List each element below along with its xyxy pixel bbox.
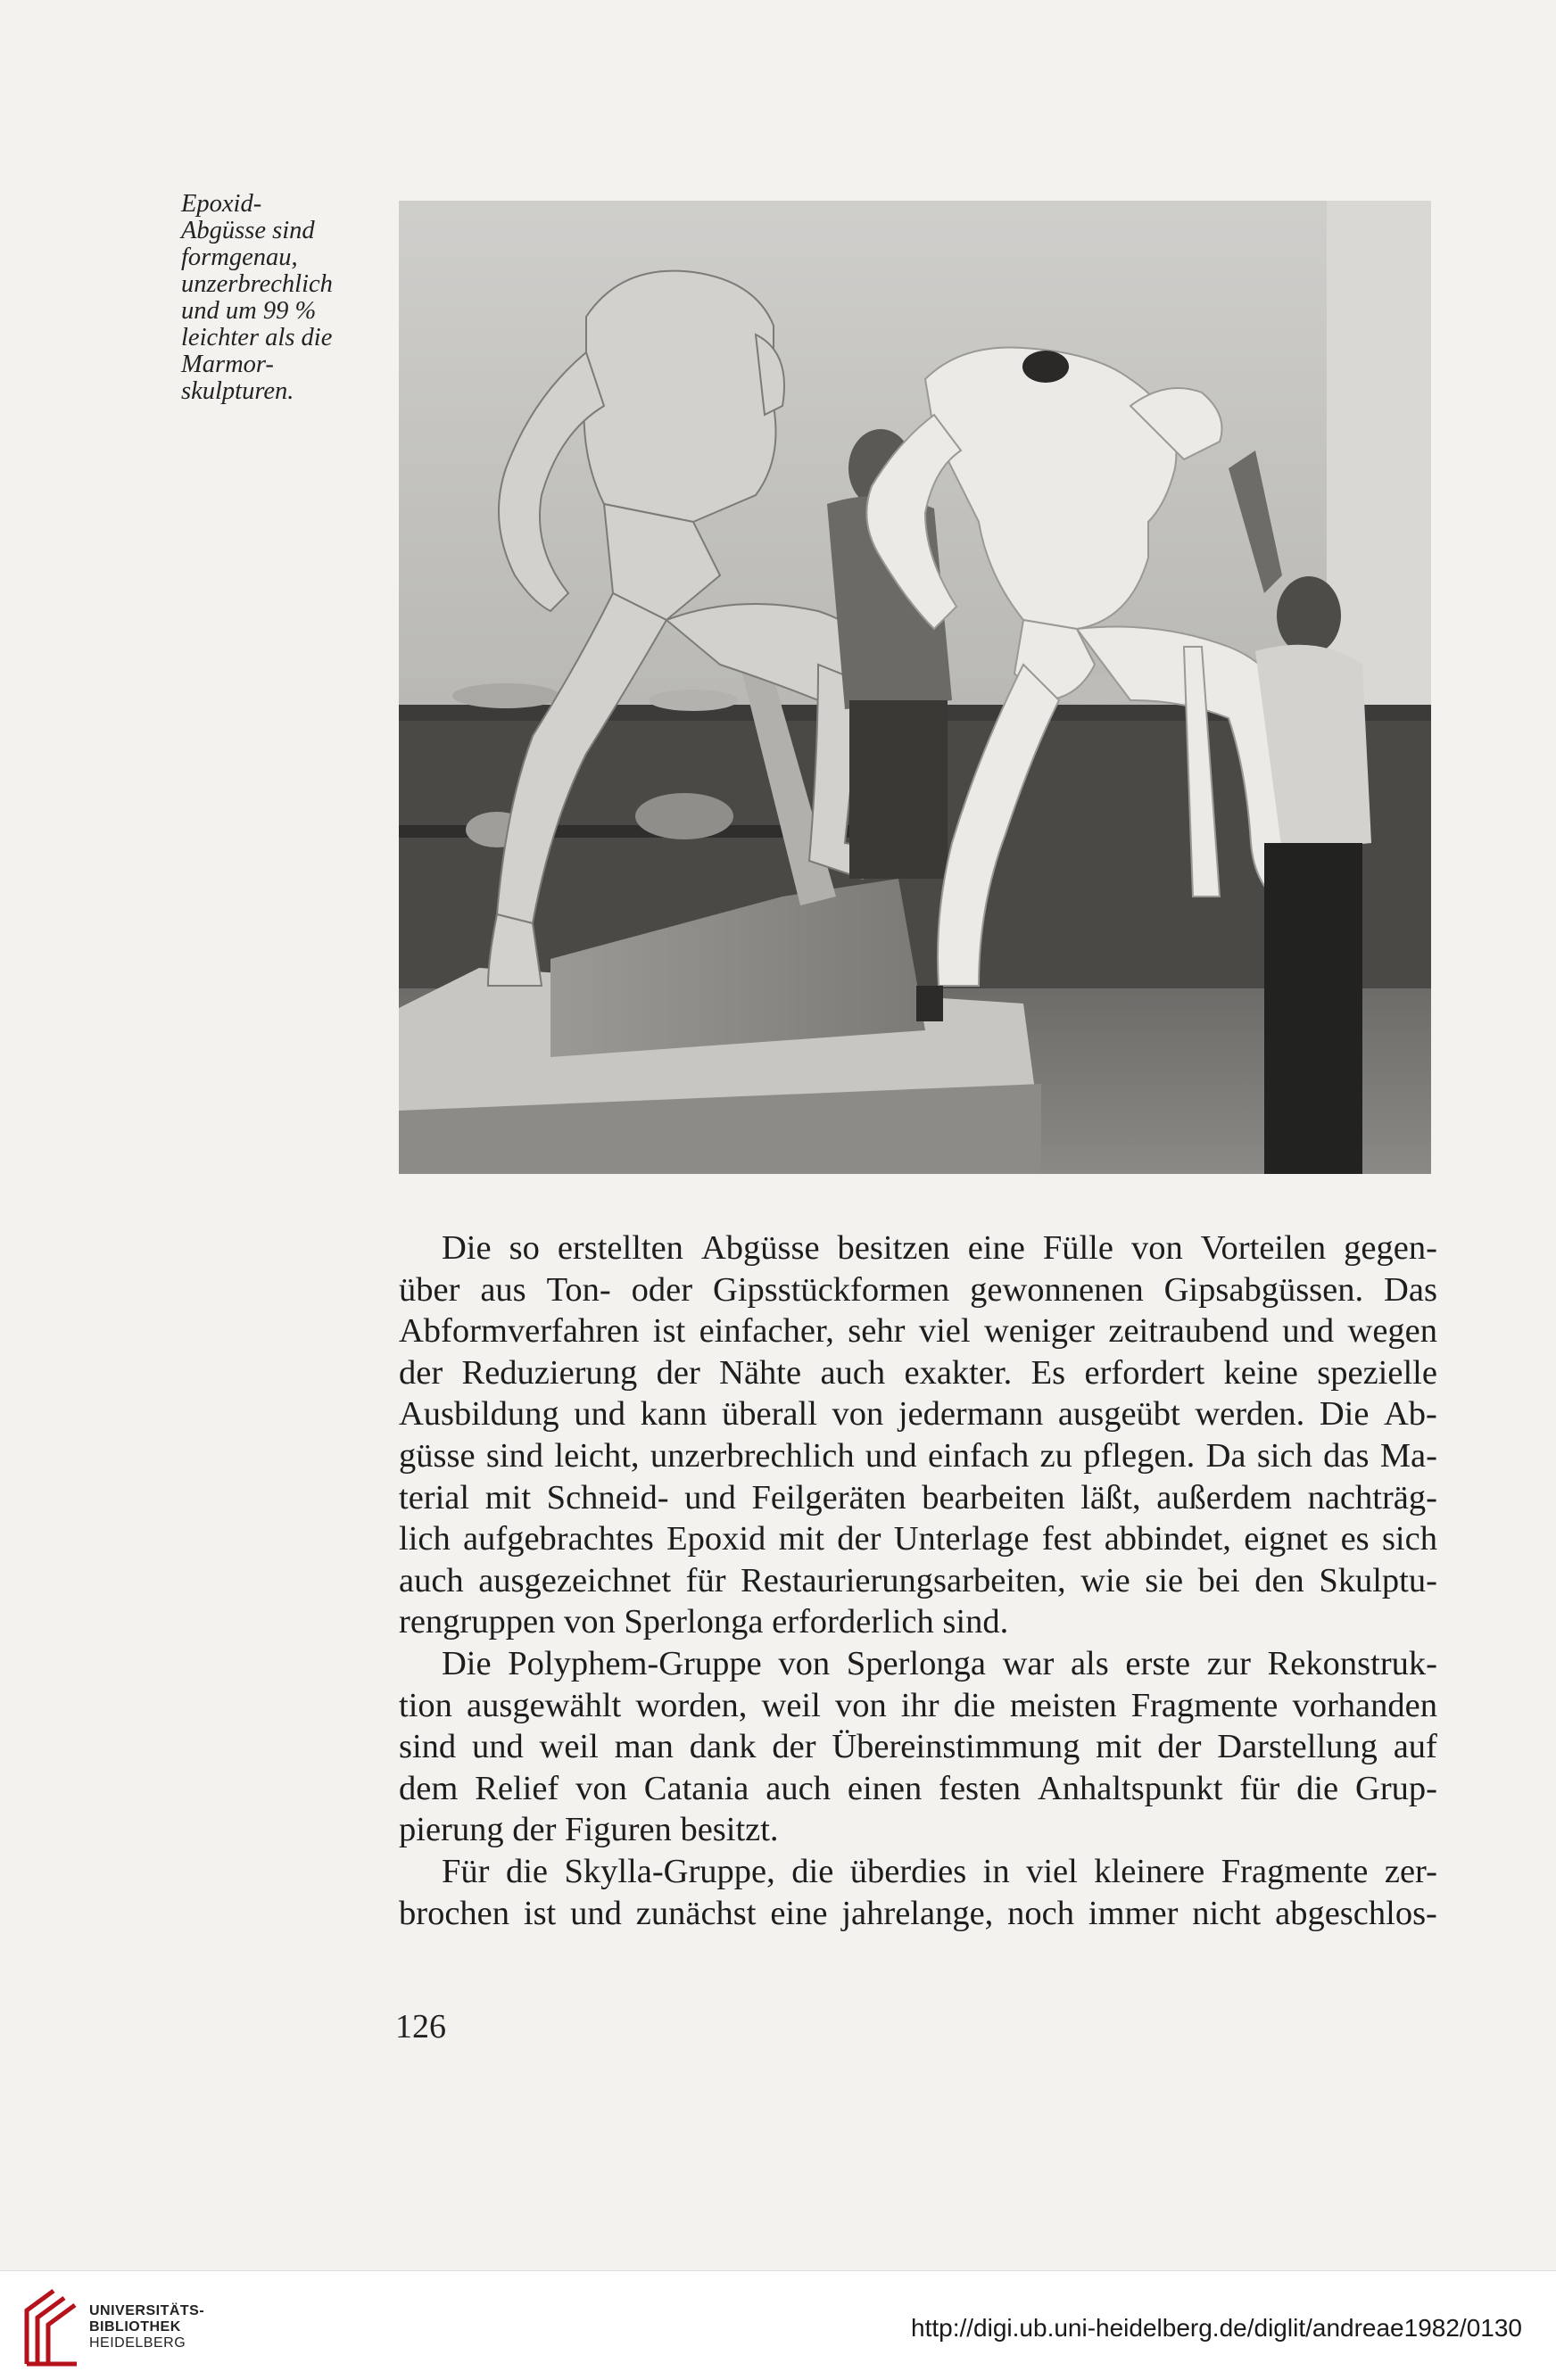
text-line: Für die Skylla-Gruppe, die überdies in viel kleinere Fragmente zer- xyxy=(442,1852,1437,1890)
text-line: dem Relief von Catania auch einen festen Anhaltspunkt für die Grup- xyxy=(399,1769,1437,1807)
library-name-line: HEIDELBERG xyxy=(89,2335,186,2351)
text-line: lich aufgebrachtes Epoxid mit der Unterlage fest abbindet, eignet es sich xyxy=(399,1520,1437,1558)
text-line: brochen ist und zunächst eine jahrelange, noch immer nicht abgeschlos- xyxy=(399,1894,1437,1932)
text-line: Die so erstellten Abgüsse besitzen eine Fülle von Vorteilen gegen- xyxy=(442,1229,1437,1267)
caption-line: Abgüsse sind xyxy=(181,217,315,244)
caption-line: skulpturen. xyxy=(181,377,294,405)
caption-line: unzerbrechlich xyxy=(181,270,333,298)
text-line: sind und weil man dank der Übereinstimmung mit der Darstellung auf xyxy=(399,1728,1437,1766)
caption-line: leichter als die xyxy=(181,324,333,351)
library-footer xyxy=(0,2270,1556,2380)
caption-line: und um 99 % xyxy=(181,297,317,325)
library-name-line: BIBLIOTHEK xyxy=(89,2319,181,2335)
text-line: Ausbildung und kann überall von jedermann ausgeübt werden. Die Ab- xyxy=(399,1395,1437,1434)
caption-line: Marmor- xyxy=(181,351,274,378)
text-line: über aus Ton- oder Gipsstückformen gewonnenen Gipsabgüssen. Das xyxy=(399,1270,1437,1309)
text-line: terial mit Schneid- und Feilgeräten bearbeiten läßt, außerdem nachträg- xyxy=(399,1478,1437,1516)
page-number: 126 xyxy=(395,2008,446,2045)
text-line: pierung der Figuren besitzt. xyxy=(399,1811,779,1849)
text-line: güsse sind leicht, unzerbrechlich und einfach zu pflegen. Da sich das Ma- xyxy=(399,1436,1437,1475)
caption-line: Epoxid- xyxy=(181,190,262,218)
caption-line: formgenau, xyxy=(181,244,298,271)
library-logo-icon[interactable] xyxy=(18,2284,82,2368)
text-line: der Reduzierung der Nähte auch exakter. Es erfordert keine spezielle xyxy=(399,1353,1437,1392)
sculpture-photograph xyxy=(399,201,1431,1174)
body-text xyxy=(399,1227,1437,1934)
source-url-link[interactable]: http://digi.ub.uni-heidelberg.de/diglit/andreae1982/0130 xyxy=(911,2314,1522,2342)
figure-caption xyxy=(181,191,368,405)
photo-illustration xyxy=(399,201,1431,1174)
text-line: rengruppen von Sperlonga erforderlich sind. xyxy=(399,1603,1009,1641)
text-line: Die Polyphem-Gruppe von Sperlonga war als erste zur Rekonstruk- xyxy=(442,1644,1437,1682)
text-line: auch ausgezeichnet für Restaurierungsarbeiten, wie sie bei den Skulptu- xyxy=(399,1561,1437,1599)
text-line: Abformverfahren ist einfacher, sehr viel weniger zeitraubend und wegen xyxy=(399,1312,1437,1351)
library-name-line: UNIVERSITÄTS- xyxy=(89,2303,205,2318)
library-name xyxy=(89,2303,204,2351)
text-line: tion ausgewählt worden, weil von ihr die meisten Fragmente vorhanden xyxy=(399,1686,1437,1724)
